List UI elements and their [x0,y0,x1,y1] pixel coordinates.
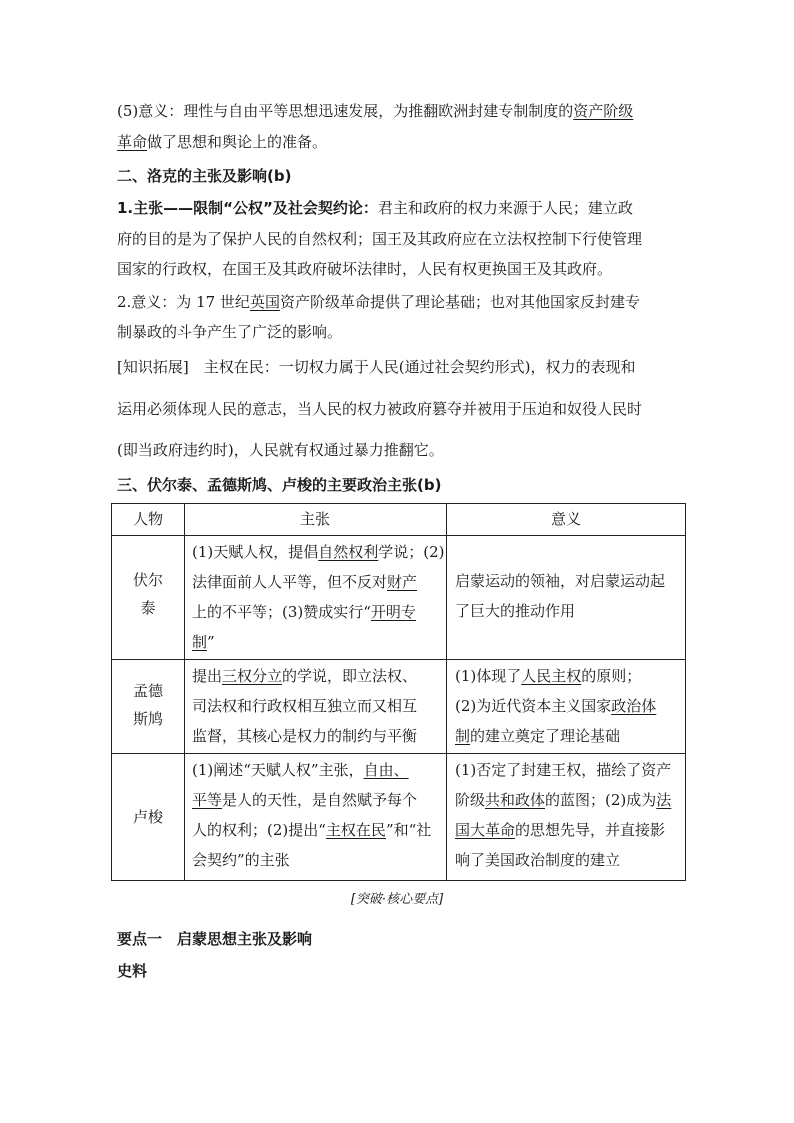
locke-claim-line-2: 府的目的是为了保护人民的自然权利；国王及其政府应在立法权控制下行使管理 [117,230,643,248]
table-row-rousseau-claim [192,755,431,875]
section-heading-locke: 二、洛克的主张及影响(b) [117,167,292,185]
text: 资产阶级革命提供了理论基础；也对其他国家反封建专 [279,293,640,311]
knowledge-extension-line-3: (即当政府违约时)，人民就有权通过暴力推翻它。 [117,441,444,459]
cell-line: 法律面前人人平等，但不反对财产 [192,573,418,591]
table-divider [112,535,685,536]
header-claim: 主张 [299,510,330,528]
locke-claim-line-3: 国家的行政权，在国王及其政府破坏法律时，人民有权更换国王及其政府。 [117,260,613,278]
locke-meaning-line-1 [117,291,640,313]
section-heading-philosophers: 三、伏尔泰、孟德斯鸠、卢梭的主要政治主张(b) [117,476,442,494]
table-row-voltaire-meaning [455,566,665,626]
table-row-rousseau-person [112,802,184,832]
table-divider [112,659,685,660]
locke-meaning-line-2: 制暴政的斗争产生了广泛的影响。 [117,323,343,341]
bold-text: 1.主张——限制“公权”及社会契约论： [117,199,378,217]
table-row-montesquieu-meaning [455,661,656,751]
text: 君主和政府的权力来源于人民；建立政 [377,199,633,217]
locke-claim-line-1 [117,197,633,219]
paragraph-5-line-1 [117,100,633,122]
keypoint-heading: 要点一 启蒙思想主张及影响 [117,930,313,948]
cell-line: (2)为近代资本主义国家政治体 [455,697,657,715]
cell-line: 监督，其核心是权力的制约与平衡 [192,727,418,745]
cell-line: 提出三权分立的学说，即立法权、 [192,667,418,685]
person-name: 斯鸠 [132,710,163,728]
extension-tag: [知识拓展] [117,358,189,376]
cell-line: (1)天赋人权，提倡自然权利学说；(2) [192,543,445,561]
table-row-voltaire-claim [192,537,445,657]
underlined-text: 资产阶级 [573,102,634,120]
header-person: 人物 [132,510,163,528]
underlined-text: 革命 [117,133,148,151]
text: 做了思想和舆论上的准备。 [147,133,328,151]
cell-line: 了巨大的推动作用 [455,602,576,620]
person-name: 卢梭 [132,808,163,826]
table-row-voltaire-person [112,566,184,622]
header-meaning: 意义 [550,510,581,528]
cell-line: 国大革命的思想先导，并直接影 [455,821,666,839]
cell-line: (1)否定了封建王权，描绘了资产 [455,761,672,779]
person-name: 泰 [140,599,156,617]
table-divider [446,504,447,880]
underlined-text: 英国 [249,293,280,311]
person-name: 伏尔 [132,571,163,589]
cell-line: 制的建立奠定了理论基础 [455,727,621,745]
philosophers-table [111,503,686,881]
cell-line: 响了美国政治制度的建立 [455,851,621,869]
cell-line: 会契约”的主张 [192,851,290,869]
cell-line: 司法权和行政权相互独立而又相互 [192,697,418,715]
cell-line: 平等是人的天性，是自然赋予每个 [192,791,418,809]
table-divider [112,753,685,754]
knowledge-extension-line-2: 运用必须体现人民的意志，当人民的权力被政府篡夺并被用于压迫和奴役人民时 [117,400,643,418]
knowledge-extension-line-1 [117,356,635,378]
cell-line: 制” [192,633,215,651]
cell-line: 人的权利；(2)提出“主权在民”和“社 [192,821,432,839]
cell-line: (1)体现了人民主权的原则； [455,667,642,685]
text: 2.意义：为 17 世纪 [117,293,250,311]
section-divider-label: [突破·核心要点] [350,892,444,907]
table-divider [184,504,185,880]
text: (5)意义：理性与自由平等思想迅速发展，为推翻欧洲封建专制制度的 [117,102,574,120]
table-row-montesquieu-claim [192,661,417,751]
table-row-rousseau-meaning [455,755,671,875]
cell-line: 上的不平等；(3)赞成实行“开明专 [192,603,416,621]
cell-line: (1)阐述“天赋人权”主张，自由、 [192,761,409,779]
cell-line: 阶级共和政体的蓝图；(2)成为法 [455,791,672,809]
cell-line: 启蒙运动的领袖，对启蒙运动起 [455,572,666,590]
paragraph-5-line-2 [117,131,327,153]
table-row-montesquieu-person [112,677,184,733]
person-name: 孟德 [132,682,163,700]
text: 主权在民：一切权力属于人民(通过社会契约形式)，权力的表现和 [203,358,636,376]
source-label: 史料 [117,962,148,980]
